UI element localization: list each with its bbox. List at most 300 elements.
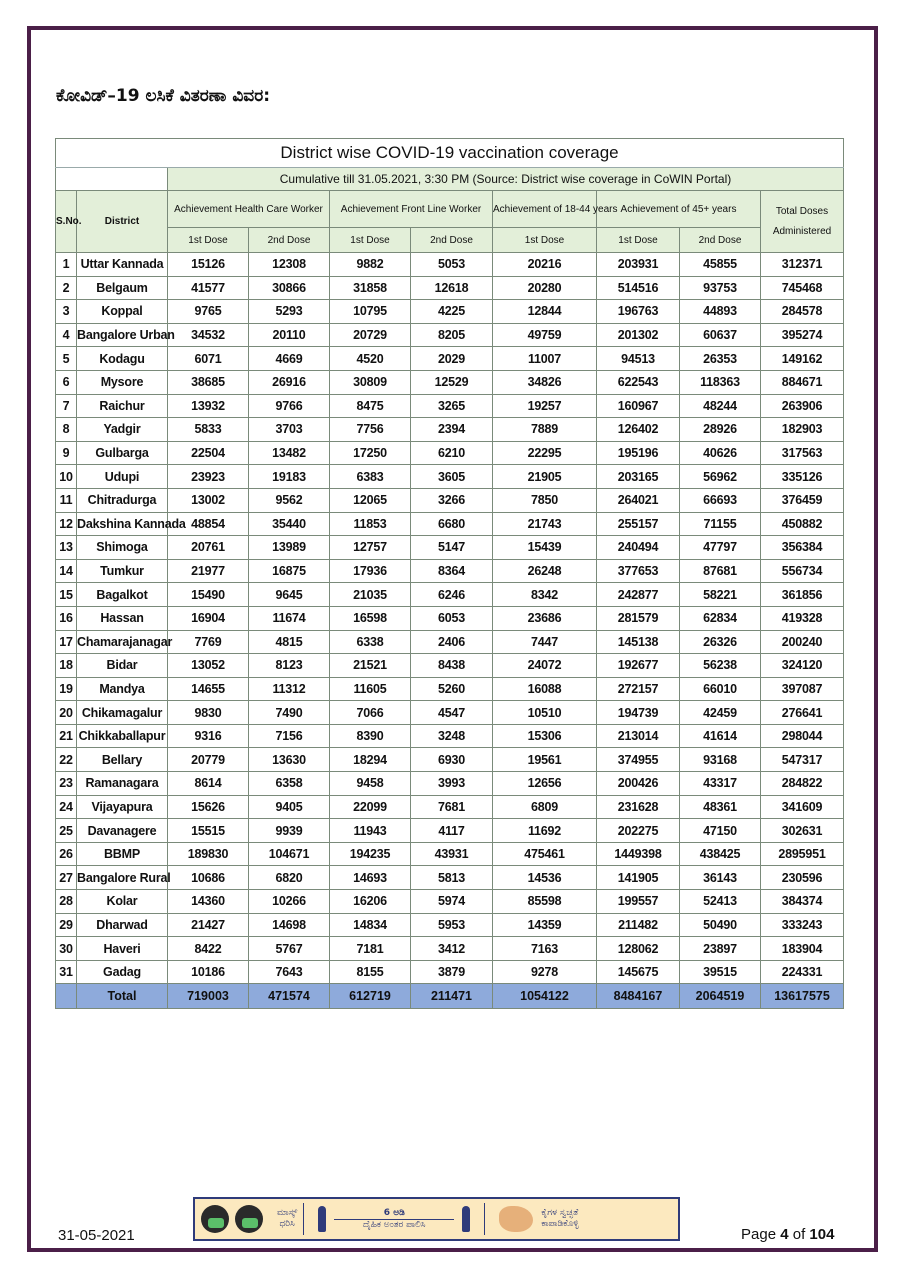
dose-value: 16875	[249, 559, 330, 583]
table-row	[56, 465, 844, 489]
dose-value: 8123	[249, 654, 330, 678]
district-name: Udupi	[77, 465, 168, 489]
dose-value: 14655	[168, 677, 249, 701]
dose-value: 42459	[680, 701, 761, 725]
vaccination-table	[55, 138, 844, 1009]
district-name: Bellary	[77, 748, 168, 772]
mask-text	[277, 1208, 297, 1230]
dose-value: 5974	[411, 890, 493, 914]
total-cell: 8484167	[597, 984, 680, 1009]
dose-value: 4547	[411, 701, 493, 725]
district-name: Hassan	[77, 606, 168, 630]
row-number: 25	[56, 819, 77, 843]
dose-value: 4225	[411, 300, 493, 324]
table-row	[56, 630, 844, 654]
dose-value: 5260	[411, 677, 493, 701]
dose-value: 356384	[761, 536, 844, 560]
table-row	[56, 276, 844, 300]
dose-value: 149162	[761, 347, 844, 371]
district-name: Gulbarga	[77, 441, 168, 465]
dose-value: 20761	[168, 536, 249, 560]
dose-value: 14360	[168, 890, 249, 914]
dose-value: 9766	[249, 394, 330, 418]
dose-value: 335126	[761, 465, 844, 489]
dose-value: 39515	[680, 960, 761, 984]
table-row	[56, 512, 844, 536]
table-row	[56, 559, 844, 583]
dose-value: 475461	[493, 842, 597, 866]
table-row	[56, 347, 844, 371]
table-row	[56, 370, 844, 394]
dose-value: 21035	[330, 583, 411, 607]
dose-value: 45855	[680, 253, 761, 277]
dose-value: 16088	[493, 677, 597, 701]
dose-value: 145138	[597, 630, 680, 654]
dose-value: 13002	[168, 488, 249, 512]
district-name: Mandya	[77, 677, 168, 701]
dose-value: 3266	[411, 488, 493, 512]
row-number: 18	[56, 654, 77, 678]
dose-value: 36143	[680, 866, 761, 890]
dose-value: 66010	[680, 677, 761, 701]
dose-value: 5293	[249, 300, 330, 324]
row-number: 8	[56, 418, 77, 442]
dose-value: 12065	[330, 488, 411, 512]
dose-value: 48854	[168, 512, 249, 536]
dose-value: 438425	[680, 842, 761, 866]
dose-value: 8390	[330, 724, 411, 748]
dose-value: 8422	[168, 937, 249, 961]
banner-divider	[303, 1203, 304, 1235]
dose-value: 195196	[597, 441, 680, 465]
row-number: 26	[56, 842, 77, 866]
district-name: Yadgir	[77, 418, 168, 442]
row-number: 27	[56, 866, 77, 890]
total-cell	[56, 984, 77, 1009]
mask-segment	[195, 1199, 297, 1239]
dose-value: 13989	[249, 536, 330, 560]
distance-segment	[310, 1199, 478, 1239]
total-cell: Total	[77, 984, 168, 1009]
dose-value: 194235	[330, 842, 411, 866]
dose-value: 6820	[249, 866, 330, 890]
dose-value: 302631	[761, 819, 844, 843]
table-subtitle: Cumulative till 31.05.2021, 3:30 PM (Source: District wise coverage in CoWIN Portal)	[168, 168, 844, 191]
dose-header: 1st Dose	[493, 228, 597, 253]
header-blank	[56, 168, 168, 191]
dose-value: 7490	[249, 701, 330, 725]
district-name: Dakshina Kannada	[77, 512, 168, 536]
table-row	[56, 418, 844, 442]
row-number: 7	[56, 394, 77, 418]
dose-value: 16904	[168, 606, 249, 630]
dose-value: 12529	[411, 370, 493, 394]
dose-value: 9458	[330, 772, 411, 796]
dose-value: 104671	[249, 842, 330, 866]
dose-value: 6071	[168, 347, 249, 371]
row-number: 4	[56, 323, 77, 347]
dose-value: 276641	[761, 701, 844, 725]
dose-value: 745468	[761, 276, 844, 300]
dose-value: 6680	[411, 512, 493, 536]
dose-value: 224331	[761, 960, 844, 984]
hand-wash-icon	[499, 1206, 533, 1232]
row-number: 5	[56, 347, 77, 371]
row-number: 21	[56, 724, 77, 748]
dose-value: 3703	[249, 418, 330, 442]
dose-value: 10266	[249, 890, 330, 914]
dose-value: 6053	[411, 606, 493, 630]
dose-value: 556734	[761, 559, 844, 583]
dose-value: 9645	[249, 583, 330, 607]
dose-value: 7156	[249, 724, 330, 748]
dose-value: 361856	[761, 583, 844, 607]
dose-value: 21905	[493, 465, 597, 489]
dose-value: 377653	[597, 559, 680, 583]
table-row	[56, 724, 844, 748]
dose-value: 333243	[761, 913, 844, 937]
dose-value: 6338	[330, 630, 411, 654]
page-heading: ಕೋವಿಡ್–19 ಲಸಿಕೆ ವಿತರಣಾ ವಿವರ:	[56, 86, 270, 106]
dose-value: 7681	[411, 795, 493, 819]
dose-value: 397087	[761, 677, 844, 701]
dose-value: 15439	[493, 536, 597, 560]
dose-value: 14698	[249, 913, 330, 937]
dose-value: 38685	[168, 370, 249, 394]
table-row	[56, 866, 844, 890]
dose-value: 22099	[330, 795, 411, 819]
hands-line1: ಕೈಗಳ ಸ್ವಚ್ಛತೆ	[541, 1208, 579, 1218]
dose-value: 21743	[493, 512, 597, 536]
distance-bottom: ದೈಹಿಕ ಅಂತರ ಪಾಲಿಸಿ	[363, 1219, 426, 1230]
row-number: 12	[56, 512, 77, 536]
group-health-care-worker: Achievement Health Care Worker	[168, 191, 330, 228]
col-total-header	[761, 191, 844, 253]
total-row	[56, 984, 844, 1009]
dose-value: 3879	[411, 960, 493, 984]
dose-value: 8364	[411, 559, 493, 583]
table-row	[56, 795, 844, 819]
dose-value: 7769	[168, 630, 249, 654]
dose-value: 30809	[330, 370, 411, 394]
dose-value: 4117	[411, 819, 493, 843]
district-name: Ramanagara	[77, 772, 168, 796]
dose-value: 20216	[493, 253, 597, 277]
dose-value: 13932	[168, 394, 249, 418]
dose-value: 7850	[493, 488, 597, 512]
row-number: 3	[56, 300, 77, 324]
dose-value: 6809	[493, 795, 597, 819]
dose-value: 52413	[680, 890, 761, 914]
dose-value: 15515	[168, 819, 249, 843]
dose-value: 9939	[249, 819, 330, 843]
district-name: Koppal	[77, 300, 168, 324]
dose-value: 6383	[330, 465, 411, 489]
dose-value: 240494	[597, 536, 680, 560]
dose-value: 6210	[411, 441, 493, 465]
dose-value: 128062	[597, 937, 680, 961]
page-prefix: Page	[741, 1226, 777, 1243]
dose-value: 15490	[168, 583, 249, 607]
dose-value: 26353	[680, 347, 761, 371]
vaccination-table-container	[55, 138, 843, 1009]
district-name: Gadag	[77, 960, 168, 984]
district-name: Raichur	[77, 394, 168, 418]
dose-value: 374955	[597, 748, 680, 772]
dose-value: 22295	[493, 441, 597, 465]
dose-value: 12844	[493, 300, 597, 324]
dose-value: 12618	[411, 276, 493, 300]
dose-value: 28926	[680, 418, 761, 442]
dose-value: 16206	[330, 890, 411, 914]
district-name: Tumkur	[77, 559, 168, 583]
dose-value: 60637	[680, 323, 761, 347]
mask-line2: ಧರಿಸಿ	[279, 1219, 295, 1229]
dose-value: 31858	[330, 276, 411, 300]
dose-value: 21427	[168, 913, 249, 937]
dose-value: 18294	[330, 748, 411, 772]
row-number: 24	[56, 795, 77, 819]
table-row	[56, 488, 844, 512]
dose-value: 22504	[168, 441, 249, 465]
dose-value: 192677	[597, 654, 680, 678]
dose-value: 26326	[680, 630, 761, 654]
dose-value: 17936	[330, 559, 411, 583]
district-name: Bidar	[77, 654, 168, 678]
dose-value: 255157	[597, 512, 680, 536]
dose-value: 30866	[249, 276, 330, 300]
total-cell: 2064519	[680, 984, 761, 1009]
dose-value: 8438	[411, 654, 493, 678]
dose-value: 6246	[411, 583, 493, 607]
row-number: 13	[56, 536, 77, 560]
dose-value: 231628	[597, 795, 680, 819]
dose-value: 211482	[597, 913, 680, 937]
table-row	[56, 323, 844, 347]
district-name: Vijayapura	[77, 795, 168, 819]
table-row	[56, 441, 844, 465]
dose-value: 26916	[249, 370, 330, 394]
dose-value: 49759	[493, 323, 597, 347]
dose-value: 13630	[249, 748, 330, 772]
dose-value: 17250	[330, 441, 411, 465]
dose-value: 62834	[680, 606, 761, 630]
dose-value: 4520	[330, 347, 411, 371]
dose-value: 87681	[680, 559, 761, 583]
dose-value: 213014	[597, 724, 680, 748]
dose-value: 196763	[597, 300, 680, 324]
dose-value: 8475	[330, 394, 411, 418]
dose-value: 9405	[249, 795, 330, 819]
table-title: District wise COVID-19 vaccination coverage	[56, 139, 844, 168]
dose-value: 201302	[597, 323, 680, 347]
dose-value: 41614	[680, 724, 761, 748]
dose-value: 182903	[761, 418, 844, 442]
dose-value: 34532	[168, 323, 249, 347]
dose-value: 19183	[249, 465, 330, 489]
table-row	[56, 701, 844, 725]
dose-value: 24072	[493, 654, 597, 678]
dose-value: 2029	[411, 347, 493, 371]
dose-value: 395274	[761, 323, 844, 347]
district-name: Davanagere	[77, 819, 168, 843]
dose-value: 14693	[330, 866, 411, 890]
dose-value: 9830	[168, 701, 249, 725]
dose-value: 5953	[411, 913, 493, 937]
group-45-plus-years: Achievement of 45+ years	[597, 191, 761, 228]
dose-value: 11674	[249, 606, 330, 630]
dose-value: 450882	[761, 512, 844, 536]
table-row	[56, 606, 844, 630]
dose-value: 9278	[493, 960, 597, 984]
dose-value: 93753	[680, 276, 761, 300]
page-of: of	[792, 1226, 806, 1243]
dose-header: 1st Dose	[330, 228, 411, 253]
dose-value: 242877	[597, 583, 680, 607]
mask-line1: ಮಾಸ್ಕ್	[277, 1208, 298, 1218]
dose-value: 264021	[597, 488, 680, 512]
dose-value: 11692	[493, 819, 597, 843]
total-cell: 13617575	[761, 984, 844, 1009]
dose-value: 514516	[597, 276, 680, 300]
dose-value: 3265	[411, 394, 493, 418]
table-row	[56, 253, 844, 277]
dose-value: 48361	[680, 795, 761, 819]
row-number: 31	[56, 960, 77, 984]
col-total-header-label: Total Doses Administered	[772, 205, 832, 237]
row-number: 6	[56, 370, 77, 394]
row-number: 14	[56, 559, 77, 583]
table-row	[56, 819, 844, 843]
dose-value: 13482	[249, 441, 330, 465]
hands-segment	[491, 1199, 578, 1239]
dose-value: 56962	[680, 465, 761, 489]
row-number: 11	[56, 488, 77, 512]
dose-header: 2nd Dose	[680, 228, 761, 253]
district-name: Kodagu	[77, 347, 168, 371]
dose-value: 20280	[493, 276, 597, 300]
dose-value: 7447	[493, 630, 597, 654]
total-cell: 719003	[168, 984, 249, 1009]
page-total: 104	[809, 1226, 835, 1243]
dose-value: 199557	[597, 890, 680, 914]
dose-value: 341609	[761, 795, 844, 819]
person-icon	[462, 1206, 470, 1232]
table-row	[56, 890, 844, 914]
dose-value: 200426	[597, 772, 680, 796]
dose-value: 8614	[168, 772, 249, 796]
dose-value: 7756	[330, 418, 411, 442]
dose-value: 7643	[249, 960, 330, 984]
dose-header: 2nd Dose	[411, 228, 493, 253]
dose-value: 26248	[493, 559, 597, 583]
dose-value: 118363	[680, 370, 761, 394]
row-number: 20	[56, 701, 77, 725]
dose-value: 5767	[249, 937, 330, 961]
dose-value: 202275	[597, 819, 680, 843]
dose-value: 7889	[493, 418, 597, 442]
district-name: Chikkaballapur	[77, 724, 168, 748]
dose-value: 2406	[411, 630, 493, 654]
col-district-header: District	[77, 191, 168, 253]
table-row	[56, 583, 844, 607]
double-arrow-icon	[334, 1219, 454, 1220]
dose-value: 5147	[411, 536, 493, 560]
group-18-44-years: Achievement of 18-44 years	[493, 191, 597, 228]
dose-value: 622543	[597, 370, 680, 394]
row-number: 29	[56, 913, 77, 937]
dose-value: 85598	[493, 890, 597, 914]
dose-value: 16598	[330, 606, 411, 630]
dose-value: 23686	[493, 606, 597, 630]
dose-value: 317563	[761, 441, 844, 465]
dose-header: 1st Dose	[168, 228, 249, 253]
dose-value: 50490	[680, 913, 761, 937]
dose-value: 11007	[493, 347, 597, 371]
table-row	[56, 772, 844, 796]
dose-value: 14536	[493, 866, 597, 890]
dose-value: 19257	[493, 394, 597, 418]
dose-value: 93168	[680, 748, 761, 772]
row-number: 28	[56, 890, 77, 914]
dose-value: 126402	[597, 418, 680, 442]
dose-value: 6930	[411, 748, 493, 772]
dose-value: 13052	[168, 654, 249, 678]
masked-face-icon	[235, 1205, 263, 1233]
district-name: Kolar	[77, 890, 168, 914]
district-name: Chitradurga	[77, 488, 168, 512]
dose-value: 20729	[330, 323, 411, 347]
dose-value: 9882	[330, 253, 411, 277]
dose-value: 12757	[330, 536, 411, 560]
dose-value: 3248	[411, 724, 493, 748]
dose-value: 11853	[330, 512, 411, 536]
district-name: Dharwad	[77, 913, 168, 937]
dose-value: 23897	[680, 937, 761, 961]
dose-value: 141905	[597, 866, 680, 890]
dose-value: 200240	[761, 630, 844, 654]
dose-value: 71155	[680, 512, 761, 536]
dose-value: 203931	[597, 253, 680, 277]
dose-value: 5833	[168, 418, 249, 442]
dose-value: 1449398	[597, 842, 680, 866]
dose-value: 384374	[761, 890, 844, 914]
table-row	[56, 536, 844, 560]
dose-value: 43317	[680, 772, 761, 796]
dose-value: 47150	[680, 819, 761, 843]
district-name: Belgaum	[77, 276, 168, 300]
dose-value: 35440	[249, 512, 330, 536]
dose-value: 9562	[249, 488, 330, 512]
row-number: 2	[56, 276, 77, 300]
distance-text	[334, 1208, 454, 1231]
row-number: 10	[56, 465, 77, 489]
table-row	[56, 654, 844, 678]
dose-value: 15126	[168, 253, 249, 277]
footer-page-number	[741, 1226, 834, 1243]
dose-value: 66693	[680, 488, 761, 512]
safety-banner	[193, 1197, 680, 1241]
dose-value: 230596	[761, 866, 844, 890]
dose-value: 11943	[330, 819, 411, 843]
dose-value: 547317	[761, 748, 844, 772]
dose-value: 312371	[761, 253, 844, 277]
dose-value: 8342	[493, 583, 597, 607]
dose-value: 43931	[411, 842, 493, 866]
dose-value: 8155	[330, 960, 411, 984]
dose-value: 9316	[168, 724, 249, 748]
table-row	[56, 960, 844, 984]
